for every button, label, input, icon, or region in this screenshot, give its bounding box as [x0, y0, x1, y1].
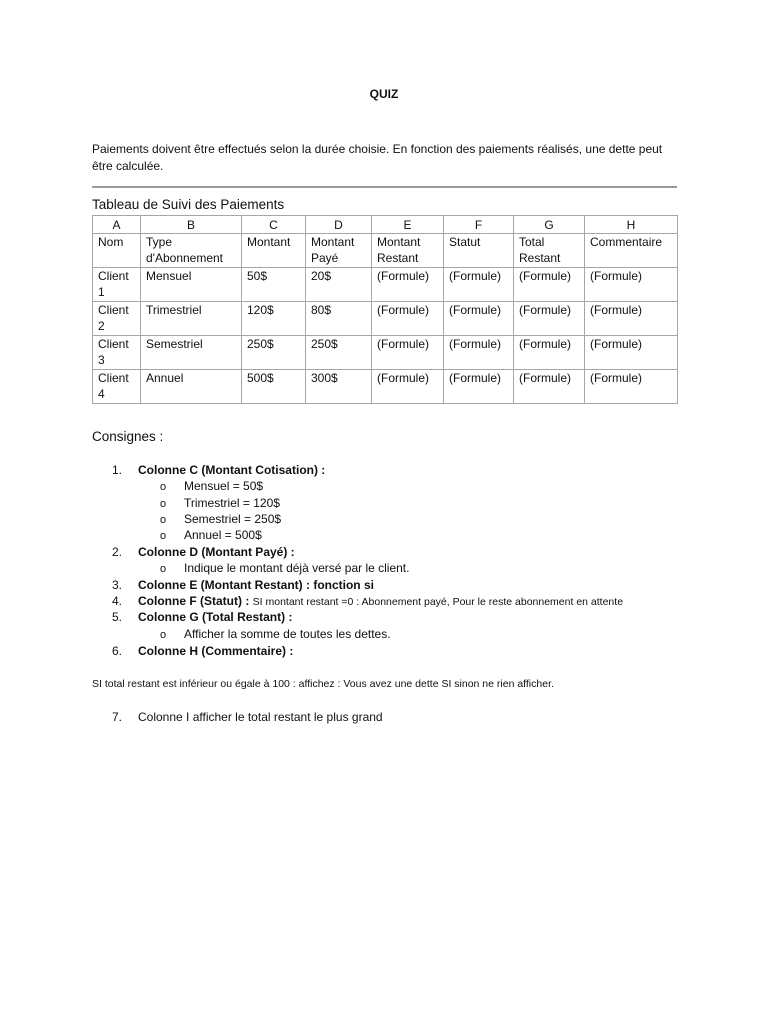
list-item: [112, 544, 295, 560]
sub-list-item: [160, 511, 281, 528]
intro-paragraph: Paiements doivent être effectués selon la durée choisie. En fonction des paiements réalisés, une dette peut être calculée.: [92, 142, 663, 173]
list-item-label: Colonne D (Montant Payé) :: [138, 545, 295, 559]
table-cell: Trimestriel: [141, 302, 242, 336]
table-cell: (Formule): [514, 268, 585, 302]
list-item: [112, 609, 292, 625]
table-cell: 50$: [242, 268, 306, 302]
column-letter: F: [444, 216, 514, 234]
column-letter: A: [93, 216, 141, 234]
table-cell: (Formule): [585, 268, 678, 302]
table-cell: (Formule): [514, 302, 585, 336]
table-cell: 500$: [242, 370, 306, 404]
table-cell: (Formule): [372, 302, 444, 336]
bullet-icon: o: [160, 498, 167, 510]
table-cell: (Formule): [585, 370, 678, 404]
list-item: [112, 643, 293, 659]
bullet-icon: o: [160, 530, 167, 542]
list-item: [112, 593, 623, 610]
column-letter: H: [585, 216, 678, 234]
table-cell: (Formule): [585, 302, 678, 336]
consignes-heading: Consignes :: [92, 429, 164, 444]
list-number: 2.: [112, 545, 123, 559]
page-title: QUIZ: [369, 87, 399, 101]
list-item-label: Colonne I afficher le total restant le plus grand: [138, 710, 383, 724]
table-cell: 300$: [306, 370, 372, 404]
table-title: Tableau de Suivi des Paiements: [92, 197, 285, 212]
table-row: [93, 336, 678, 370]
list-item: [112, 709, 383, 725]
sub-list-item: [160, 478, 263, 495]
list-item-label: Colonne G (Total Restant) :: [138, 610, 293, 624]
table-cell: Mensuel: [141, 268, 242, 302]
list-item-label: Colonne F (Statut) :: [138, 594, 250, 608]
list-number: 1.: [112, 463, 123, 477]
list-item: [112, 577, 374, 593]
table-cell: (Formule): [444, 336, 514, 370]
column-letter: C: [242, 216, 306, 234]
table-row: [93, 302, 678, 336]
sub-list-item: [160, 527, 262, 544]
column-letter: B: [141, 216, 242, 234]
bullet-icon: o: [160, 481, 167, 493]
header-row: [93, 234, 678, 268]
bullet-icon: o: [160, 563, 167, 575]
table-cell: Client 2: [93, 302, 141, 336]
table-cell: Semestriel: [141, 336, 242, 370]
sub-list-text: Afficher la somme de toutes les dettes.: [184, 627, 391, 641]
table-cell: 250$: [242, 336, 306, 370]
sub-list-item: [160, 495, 280, 512]
sub-list-text: Indique le montant déjà versé par le client.: [184, 561, 410, 575]
table-cell: (Formule): [444, 370, 514, 404]
column-header: Nom: [93, 234, 141, 268]
list-item-label: Colonne E (Montant Restant) : fonction si: [138, 578, 374, 592]
table-cell: (Formule): [444, 268, 514, 302]
list-number: 3.: [112, 578, 123, 592]
column-header: Statut: [444, 234, 514, 268]
table-cell: Client 3: [93, 336, 141, 370]
table-cell: (Formule): [585, 336, 678, 370]
table-cell: (Formule): [514, 370, 585, 404]
column-header: Montant Payé: [306, 234, 372, 268]
sub-list-item: [160, 560, 409, 577]
column-letter: E: [372, 216, 444, 234]
list-number: 5.: [112, 610, 123, 624]
list-number: 7.: [112, 710, 123, 724]
table-cell: Client 4: [93, 370, 141, 404]
column-letter: D: [306, 216, 372, 234]
list-item: [112, 462, 325, 478]
table-cell: (Formule): [372, 336, 444, 370]
payments-table: [92, 215, 678, 404]
sub-list-item: [160, 626, 391, 643]
table-cell: 20$: [306, 268, 372, 302]
table-row: [93, 268, 678, 302]
table-cell: (Formule): [372, 268, 444, 302]
table-cell: 250$: [306, 336, 372, 370]
table-cell: 120$: [242, 302, 306, 336]
list-item-label: Colonne C (Montant Cotisation) :: [138, 463, 326, 477]
note-paragraph: SI total restant est inférieur ou égale à 100 : affichez : Vous avez une dette SI sinon ne rien afficher.: [92, 678, 554, 690]
bullet-icon: o: [160, 514, 167, 526]
column-header: Type d'Abonnement: [141, 234, 242, 268]
table-cell: (Formule): [514, 336, 585, 370]
table-cell: Annuel: [141, 370, 242, 404]
sub-list-text: Semestriel = 250$: [184, 512, 282, 526]
table-cell: (Formule): [444, 302, 514, 336]
list-number: 6.: [112, 644, 123, 658]
sub-list-text: Annuel = 500$: [184, 528, 262, 542]
table-cell: (Formule): [372, 370, 444, 404]
horizontal-rule: [92, 186, 677, 188]
list-item-extra: SI montant restant =0 : Abonnement payé, Pour le reste abonnement en attente: [252, 596, 624, 608]
table-cell: Client 1: [93, 268, 141, 302]
column-header: Montant: [242, 234, 306, 268]
list-item-label: Colonne H (Commentaire) :: [138, 644, 294, 658]
table-row: [93, 370, 678, 404]
table-cell: 80$: [306, 302, 372, 336]
sub-list-text: Trimestriel = 120$: [184, 496, 280, 510]
column-header: Total Restant: [514, 234, 585, 268]
column-header: Commentaire: [585, 234, 678, 268]
column-header: Montant Restant: [372, 234, 444, 268]
bullet-icon: o: [160, 629, 167, 641]
column-letter: G: [514, 216, 585, 234]
column-letters-row: [93, 216, 678, 234]
sub-list-text: Mensuel = 50$: [184, 479, 264, 493]
list-number: 4.: [112, 594, 123, 608]
